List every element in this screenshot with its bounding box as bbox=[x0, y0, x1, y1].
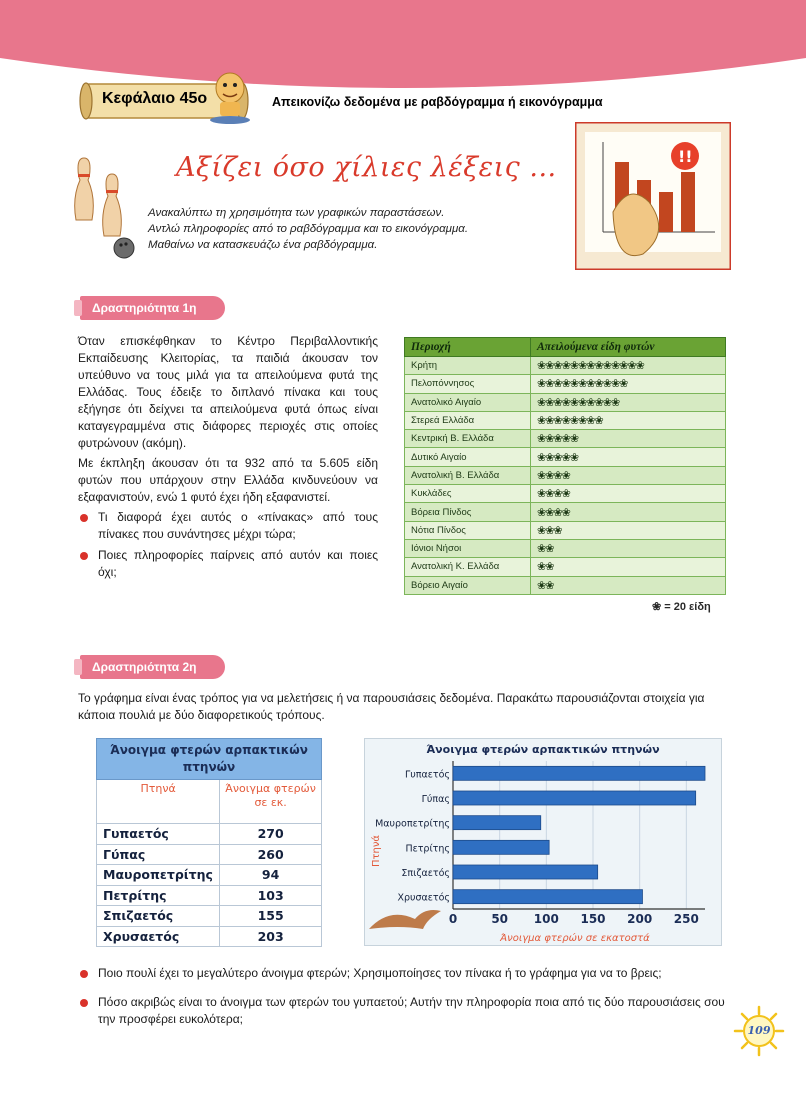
flower-icon: ❀❀❀❀❀ bbox=[531, 430, 726, 448]
activity1-paragraph: Όταν επισκέφθηκαν το Κέντρο Περιβαλλοντικής Εκπαίδευσης Κλειτορίας, τα παιδιά άκουσαν τον υπεύθυνο να τους μιλά για τα απειλούμενα φυτά της Ελλάδας. Τους έδειξε το διπλανό πίνακα και τους εξήγησε ότι δείχνει τα απειλούμενα φυτά όπως είναι καταγεγραμμένα στις διάφορες περιοχές στις οποίες φυτρώνουν (ακόμη). bbox=[78, 334, 378, 450]
region-cell: Βόρεια Πίνδος bbox=[405, 503, 531, 521]
region-cell: Κεντρική Β. Ελλάδα bbox=[405, 430, 531, 448]
bar bbox=[453, 890, 642, 904]
bar bbox=[453, 766, 705, 780]
table-caption: Άνοιγμα φτερών αρπακτικών πτηνών bbox=[97, 739, 322, 780]
chapter-label: Κεφάλαιο 45ο bbox=[102, 90, 208, 107]
category-label: Γυπαετός bbox=[404, 769, 450, 781]
bar bbox=[453, 816, 541, 830]
region-cell: Νότια Πίνδος bbox=[405, 521, 531, 539]
region-cell: Ανατολικό Αιγαίο bbox=[405, 393, 531, 411]
x-tick-label: 200 bbox=[627, 912, 653, 926]
chart-title: Άνοιγμα φτερών αρπακτικών πτηνών bbox=[426, 743, 660, 756]
flower-icon: ❀❀❀❀❀❀❀❀❀❀ bbox=[531, 393, 726, 411]
x-tick-label: 100 bbox=[533, 912, 559, 926]
y-axis-label: Πτηνά bbox=[371, 834, 382, 868]
flower-icon: ❀❀❀❀ bbox=[531, 485, 726, 503]
bird-cell: Μαυροπετρίτης bbox=[97, 865, 220, 886]
activity2-intro: Το γράφημα είναι ένας τρόπος για να μελετήσεις ή να παρουσιάσεις δεδομένα. Παρακάτω παρουσιάζονται στοιχεία για κάποια πουλιά με δύο διαφορετικούς τρόπους. bbox=[78, 691, 705, 722]
activity2-tab: Δραστηριότητα 2η bbox=[80, 655, 213, 679]
list-item: Ποιο πουλί έχει το μεγαλύτερο άνοιγμα φτερών; Χρησιμοποίησες τον πίνακα ή το γράφημα για να το βρεις; bbox=[78, 965, 728, 982]
activity1-paragraph: Με έκπληξη άκουσαν ότι τα 932 από τα 5.605 είδη φυτών που υπάρχουν στην Ελλάδα κινδυνεύουν να εξαφανιστούν, ενώ 1 φυτό έχει ήδη εξαφανιστεί. bbox=[78, 456, 378, 504]
flower-icon: ❀❀❀❀❀❀❀❀❀❀❀ bbox=[531, 375, 726, 393]
goal-line: Ανακαλύπτω τη χρησιμότητα των γραφικών παραστάσεων. bbox=[148, 207, 445, 219]
category-label: Σπιζαετός bbox=[401, 868, 450, 879]
table-row bbox=[405, 466, 726, 484]
flower-icon: ❀❀❀❀❀ bbox=[531, 448, 726, 466]
bird-wingspan-table bbox=[96, 738, 322, 947]
goal-line: Μαθαίνω να κατασκευάζω ένα ραβδόγραμμα. bbox=[148, 239, 378, 251]
activity2-questions bbox=[78, 965, 728, 1040]
region-cell: Βόρειο Αιγαίο bbox=[405, 576, 531, 594]
chart-illustration-icon bbox=[575, 122, 731, 270]
region-cell: Στερεά Ελλάδα bbox=[405, 411, 531, 429]
page-number: 109 bbox=[747, 1024, 771, 1037]
category-label: Πετρίτης bbox=[405, 843, 450, 855]
region-cell: Κρήτη bbox=[405, 357, 531, 375]
pictogram-legend: ❀ = 20 είδη bbox=[652, 601, 711, 613]
bird-cell: Χρυσαετός bbox=[97, 926, 220, 947]
table-row bbox=[405, 375, 726, 393]
x-axis-label: Άνοιγμα φτερών σε εκατοστά bbox=[500, 933, 650, 944]
table-row bbox=[405, 485, 726, 503]
table-row bbox=[97, 906, 322, 927]
table-row bbox=[97, 844, 322, 865]
flower-icon: ❀❀❀❀ bbox=[531, 466, 726, 484]
category-label: Γύπας bbox=[421, 794, 450, 805]
region-cell: Δυτικό Αιγαίο bbox=[405, 448, 531, 466]
table-row bbox=[405, 448, 726, 466]
region-cell: Ανατολική Κ. Ελλάδα bbox=[405, 558, 531, 576]
activity1-text bbox=[78, 333, 378, 585]
bird-cell: Σπιζαετός bbox=[97, 906, 220, 927]
list-item: Ποιες πληροφορίες παίρνεις από αυτόν και ποιες όχι; bbox=[78, 547, 378, 581]
flower-icon: ❀❀❀❀❀❀❀❀ bbox=[531, 411, 726, 429]
goal-line: Αντλώ πληροφορίες από το ραβδόγραμμα και το εικονόγραμμα. bbox=[148, 223, 469, 235]
table-row bbox=[405, 411, 726, 429]
bird-cell: Γυπαετός bbox=[97, 824, 220, 845]
list-item: Τι διαφορά έχει αυτός ο «πίνακας» από τους πίνακες που συνάντησες μέχρι τώρα; bbox=[78, 509, 378, 543]
flower-icon: ❀❀ bbox=[531, 539, 726, 557]
bar bbox=[453, 865, 598, 879]
value-cell: 155 bbox=[220, 906, 322, 927]
table-row bbox=[405, 521, 726, 539]
bird-cell: Γύπας bbox=[97, 844, 220, 865]
x-tick-label: 50 bbox=[491, 912, 509, 926]
table-row bbox=[405, 393, 726, 411]
table-row bbox=[97, 824, 322, 845]
value-cell: 260 bbox=[220, 844, 322, 865]
table-row bbox=[405, 558, 726, 576]
value-cell: 103 bbox=[220, 885, 322, 906]
region-cell: Ανατολική Β. Ελλάδα bbox=[405, 466, 531, 484]
flower-icon: ❀❀❀❀ bbox=[531, 503, 726, 521]
category-label: Μαυροπετρίτης bbox=[375, 818, 450, 830]
table-row bbox=[405, 357, 726, 375]
chapter-subtitle: Απεικονίζω δεδομένα με ραβδόγραμμα ή εικονόγραμμα bbox=[272, 95, 603, 109]
table-row bbox=[97, 926, 322, 947]
bar-chart-svg bbox=[365, 739, 721, 945]
value-cell: 270 bbox=[220, 824, 322, 845]
plant-pictogram-table bbox=[404, 337, 726, 595]
x-tick-label: 0 bbox=[448, 912, 458, 926]
list-item: Πόσο ακριβώς είναι το άνοιγμα των φτερών του γυπαετού; Αυτήν την πληροφορία ποια από τις δύο παρουσιάσεις σου την προσφέρει ευκολότερα; bbox=[78, 994, 728, 1028]
bowling-pins-icon bbox=[72, 152, 142, 260]
table-row bbox=[405, 539, 726, 557]
activity1-tab: Δραστηριότητα 1η bbox=[80, 296, 213, 320]
value-cell: 203 bbox=[220, 926, 322, 947]
hero-title: Αξίζει όσο χίλιες λέξεις ... bbox=[176, 152, 557, 183]
value-cell: 94 bbox=[220, 865, 322, 886]
bird-cell: Πετρίτης bbox=[97, 885, 220, 906]
flower-icon: ❀❀ bbox=[531, 576, 726, 594]
flower-icon: ❀❀❀ bbox=[531, 521, 726, 539]
table-header: Πτηνά bbox=[97, 780, 220, 824]
table-row bbox=[97, 885, 322, 906]
svg-text:!!: !! bbox=[678, 147, 693, 166]
table-row bbox=[405, 576, 726, 594]
category-label: Χρυσαετός bbox=[397, 892, 450, 904]
bar bbox=[453, 791, 696, 805]
table-row bbox=[405, 503, 726, 521]
table-row bbox=[97, 865, 322, 886]
table-row bbox=[405, 430, 726, 448]
mascot-icon bbox=[200, 66, 260, 124]
bar bbox=[453, 840, 549, 854]
learning-goals bbox=[148, 205, 468, 253]
x-tick-label: 150 bbox=[580, 912, 606, 926]
region-cell: Ιόνιοι Νήσοι bbox=[405, 539, 531, 557]
eagle-icon bbox=[369, 910, 441, 929]
x-tick-label: 250 bbox=[673, 912, 699, 926]
wingspan-bar-chart bbox=[364, 738, 722, 946]
activity1-questions bbox=[78, 509, 378, 581]
table-header: Περιοχή bbox=[405, 338, 531, 357]
table-header: Απειλούμενα είδη φυτών bbox=[531, 338, 726, 357]
flower-icon: ❀❀❀❀❀❀❀❀❀❀❀❀❀ bbox=[531, 357, 726, 375]
region-cell: Πελοπόννησος bbox=[405, 375, 531, 393]
table-header: Άνοιγμα φτερών σε εκ. bbox=[220, 780, 322, 824]
flower-icon: ❀❀ bbox=[531, 558, 726, 576]
region-cell: Κυκλάδες bbox=[405, 485, 531, 503]
